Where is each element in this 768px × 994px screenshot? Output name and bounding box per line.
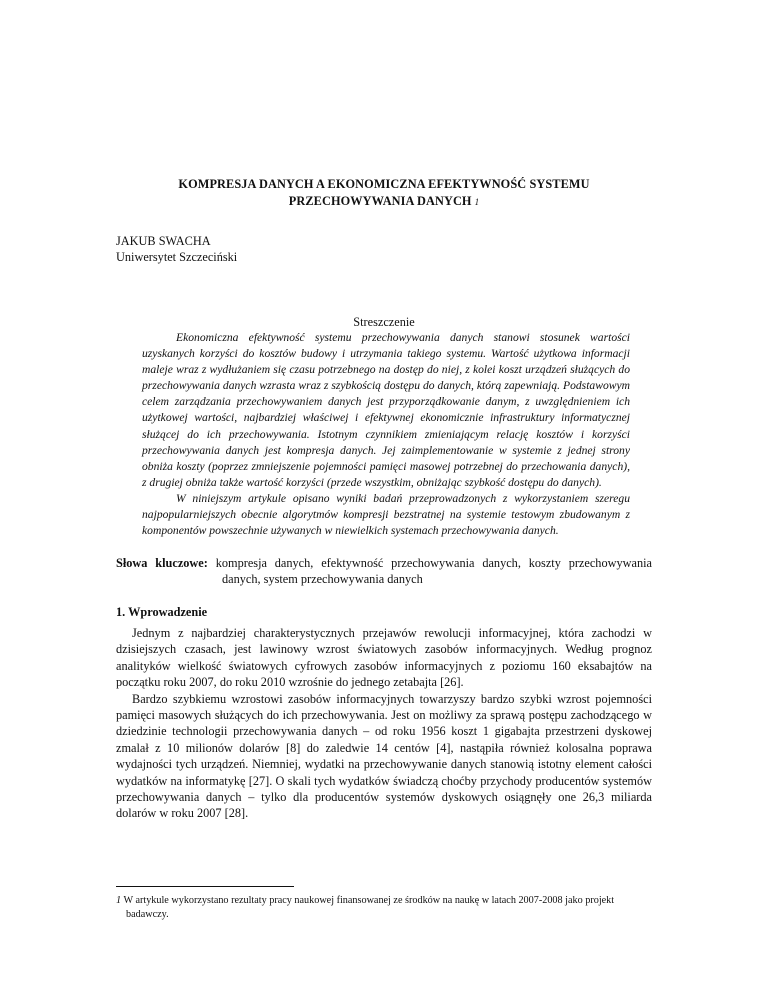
paper-title [116,176,652,211]
author-name: JAKUB SWACHA [116,234,211,248]
footnote-text: W artykule wykorzystano rezultaty pracy naukowej finansowanej ze środków na naukę w latach 2007-2008 jako projekt badawczy. [123,895,615,920]
body-paragraph-1: Jednym z najbardziej charakterystycznych przejawów rewolucji informacyjnej, która zachodzi w dzisiejszych czasach, jest lawinowy wzrost światowych zasobów informacyjnych. Według prognoz analityków wielkość światowych cyfrowych zasobów informacyjnych z poziomu 160 eksabajtów na początku roku 2007, do roku 2010 wzrośnie do jednego zetabajta [26]. [116,626,652,690]
keywords [116,555,652,588]
body-paragraph-2: Bardzo szybkiemu wzrostowi zasobów informacyjnych towarzyszy bardzo szybki wzrost pojemności pamięci masowych służących do ich przechowywania. Jest on możliwy za sprawą postępu zachodzącego w dziedzinie technologii przechowywania danych – od roku 1956 koszt 1 gigabajta przestrzeni dyskowej zmalał z 10 milionów dolarów [8] do zaledwie 14 centów [4], nastąpiła również kolosalna poprawa wydajności tych urządzeń. Niemniej, wydatki na przechowywanie danych stanowią istotny element całości wydatków na informatykę [27]. O skali tych wydatków świadczą choćby przychody producentów systemów przechowywania danych – tylko dla producentów systemów dyskowych osiągnęły one 26,3 miliarda dolarów w roku 2007 [28]. [116,691,652,821]
section-body [116,625,652,822]
footnote-mark: 1 [116,895,122,906]
footnote [116,894,652,921]
keywords-text: kompresja danych, efektywność przechowywania danych, koszty przechowywania danych, system przechowywania danych [215,556,652,587]
keywords-label: Słowa kluczowe: [116,556,208,570]
author-affiliation: Uniwersytet Szczeciński [116,250,238,264]
abstract-heading: Streszczenie [353,315,415,329]
title-footnote-mark[interactable]: 1 [474,197,480,207]
abstract-body [142,330,630,539]
abstract-paragraph-2: W niniejszym artykule opisano wyniki badań przeprowadzonych z wykorzystaniem szeregu najpopularniejszych obecnie algorytmów kompresji bezstratnej na systemie testowym zbudowanym z komponentów powszechnie używanych w niewielkich systemach przechowywania danych. [142,491,630,538]
author-block [116,233,237,265]
title-line-2 [116,193,652,211]
abstract-paragraph-1: Ekonomiczna efektywność systemu przechowywania danych stanowi stosunek wartości uzyskanych korzyści do kosztów budowy i utrzymania takiego systemu. Wartość użytkowa informacji maleje wraz z wydłużaniem się czasu potrzebnego na dostęp do niej, z kolei koszt urządzeń służących do przechowywania danych wzrasta wraz z szybkością dostępu do danych, którą zapewniają. Podstawowym celem zarządzania przechowywaniem danych jest przyporządkowanie danym, z uwzględnieniem ich użytkowej wartości, najbardziej właściwej i efektywnej ekonomicznie infrastruktury informatycznej służącej do ich przechowywania. Istotnym czynnikiem zmieniającym relację kosztów i korzyści przechowywania danych jest kompresja danych. Jej zaimplementowanie w systemie z jednej strony obniża koszty (poprzez zmniejszenie pojemności pamięci masowej potrzebnej do przechowania danych), z drugiej obniża także wartość korzyści (przede wszystkim, obniżając szybkość dostępu do danych). [142,331,630,489]
footnote-divider [116,886,294,887]
title-line-1: KOMPRESJA DANYCH A EKONOMICZNA EFEKTYWNOŚĆ SYSTEMU [178,177,590,191]
section-heading: 1. Wprowadzenie [116,605,208,619]
title-line-2-text: PRZECHOWYWANIA DANYCH [288,194,472,208]
